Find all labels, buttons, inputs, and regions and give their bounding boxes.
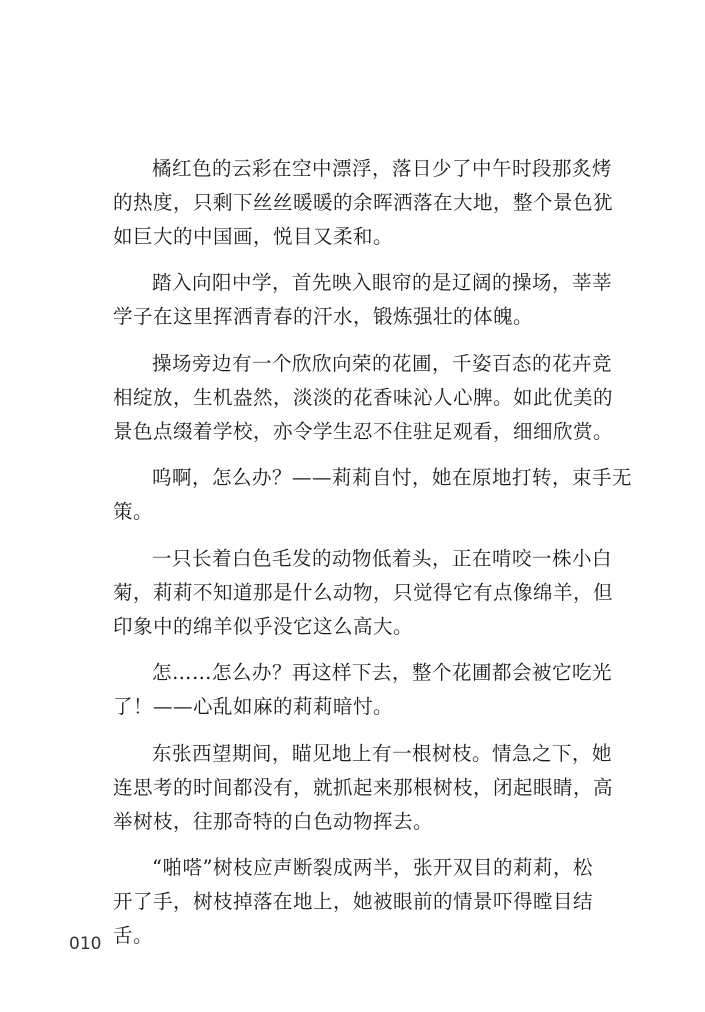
text-line: 景色点缀着学校，亦令学生忍不住驻足观看，细细欣赏。 — [113, 419, 614, 443]
paragraph-6 — [113, 656, 613, 724]
text-line: 操场旁边有一个欣欣向荣的花圃，千姿百态的花卉竞 — [152, 351, 613, 375]
text-line: 了！——心乱如麻的莉莉暗忖。 — [113, 695, 394, 719]
paragraph-2 — [113, 266, 613, 334]
text-line: 舌。 — [113, 923, 154, 947]
text-line: 怎……怎么办？再这样下去，整个花圃都会被它吃光 — [152, 661, 613, 685]
paragraph-3 — [113, 347, 614, 448]
text-line: 橘红色的云彩在空中漂浮，落日少了中午时段那炙烤 — [152, 157, 613, 180]
text-line: 菊，莉莉不知道那是什么动物，只觉得它有点像绵羊，但 — [113, 580, 614, 604]
text-line: 一只长着白色毛发的动物低着头，正在啃咬一株小白 — [152, 546, 613, 570]
page-number: 010 — [69, 934, 102, 954]
text-line: 踏入向阳中学，首先映入眼帘的是辽阔的操场，莘莘 — [152, 271, 613, 295]
text-line: 学子在这里挥洒青春的汗水，锻炼强壮的体魄。 — [113, 305, 534, 329]
paragraph-4 — [113, 461, 633, 529]
paragraph-8 — [113, 851, 594, 952]
text-line: 开了手，树枝掉落在地上，她被眼前的情景吓得瞠目结 — [113, 890, 594, 914]
text-line: 呜啊，怎么办？——莉莉自忖，她在原地打转，束手无 — [152, 466, 633, 490]
text-line: 连思考的时间都没有，就抓起来那根树枝，闭起眼睛，高 — [113, 775, 614, 799]
text-line: “啪嗒”树枝应声断裂成两半，张开双目的莉莉，松 — [152, 856, 593, 880]
body-text — [113, 152, 633, 966]
paragraph-7 — [113, 737, 614, 838]
text-line: 印象中的绵羊似乎没它这么高大。 — [113, 614, 414, 638]
paragraph-5 — [113, 542, 614, 643]
text-line: 东张西望期间，瞄见地上有一根树枝。情急之下，她 — [152, 741, 613, 765]
text-line: 的热度，只剩下丝丝暖暖的余晖洒落在大地，整个景色犹 — [113, 190, 614, 214]
text-line: 策。 — [113, 500, 154, 524]
text-line: 如巨大的中国画，悦目又柔和。 — [113, 224, 394, 248]
paragraph-1 — [113, 152, 614, 253]
text-line: 相绽放，生机盎然，淡淡的花香味沁人心脾。如此优美的 — [113, 385, 614, 409]
text-line: 举树枝，往那奇特的白色动物挥去。 — [113, 809, 434, 833]
